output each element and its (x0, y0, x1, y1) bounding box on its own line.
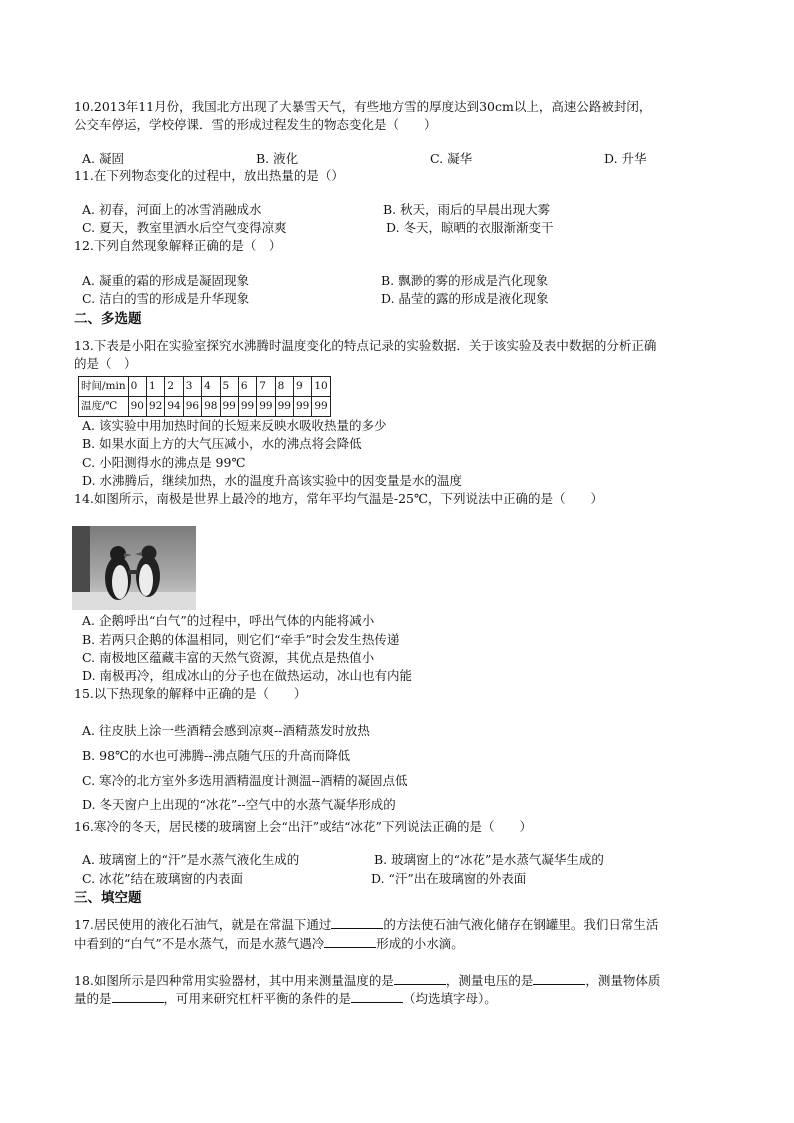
q11-option-d: D. 冬天，晾晒的衣服渐渐变干 (386, 220, 554, 235)
table-cell: 1 (147, 377, 165, 397)
table-cell: 99 (312, 397, 330, 417)
q15-stem: 15.以下热现象的解释中正确的是（ ） (74, 686, 307, 701)
table-row-time (79, 377, 331, 397)
q10-stem-line2: 公交车停运，学校停课．雪的形成过程发生的物态变化是（ ） (74, 117, 437, 132)
table-cell: 90 (128, 397, 146, 417)
boiling-data-table (78, 376, 331, 417)
q14-option-d: D. 南极再冷，组成冰山的分子也在做热运动，冰山也有内能 (82, 668, 413, 683)
q17-line2 (74, 934, 464, 953)
q10-option-b: B. 液化 (256, 151, 299, 166)
table-cell: 0 (128, 377, 146, 397)
q16-option-c: C. 冰花”结在玻璃窗的内表面 (82, 871, 243, 886)
q13-option-d: D. 水沸腾后，继续加热，水的温度升高该实验中的因变量是水的温度 (82, 473, 463, 488)
q18-text-4: 量的是 (74, 991, 112, 1006)
q18-blank-2[interactable] (533, 971, 585, 985)
q12-option-a: A. 凝重的霜的形成是凝固现象 (82, 273, 249, 288)
table-cell: 96 (183, 397, 201, 417)
q16-option-a: A. 玻璃窗上的“汗”是水蒸气液化生成的 (82, 852, 300, 867)
table-cell: 92 (147, 397, 165, 417)
q13-stem-line1: 13.下表是小阳在实验室探究水沸腾时温度变化的特点记录的实验数据．关于该实验及表中数据的分析正确 (74, 338, 657, 353)
table-cell: 99 (220, 397, 238, 417)
penguins-illustration (72, 526, 196, 610)
q18-text-2: ，测量电压的是 (445, 973, 534, 988)
q18-blank-4[interactable] (351, 989, 403, 1003)
table-cell: 99 (238, 397, 256, 417)
q12-option-d: D. 晶莹的露的形成是液化现象 (381, 291, 549, 306)
table-cell: 3 (183, 377, 201, 397)
q12-stem: 12.下列自然现象解释正确的是（ ） (74, 238, 282, 253)
q11-option-c: C. 夏天，教室里洒水后空气变得凉爽 (82, 220, 287, 235)
q18-blank-3[interactable] (112, 989, 164, 1003)
q10-stem-line1: 10.2013年11月份，我国北方出现了大暴雪天气，有些地方雪的厚度达到30cm以上，高速公路被封闭， (74, 99, 652, 114)
q17-text-2: 的方法使石油气液化储存在钢罐里。我们日常生活 (383, 917, 659, 932)
q13-stem-line2: 的是（ ） (74, 356, 137, 371)
table-cell: 98 (202, 397, 220, 417)
q10-option-c: C. 凝华 (430, 151, 473, 166)
q13-option-c: C. 小阳测得水的沸点是 99℃ (82, 455, 246, 470)
q11-stem: 11.在下列物态变化的过程中，放出热量的是（） (74, 168, 344, 183)
table-cell: 7 (257, 377, 275, 397)
q13-option-b: B. 如果水面上方的大气压减小，水的沸点将会降低 (82, 436, 362, 451)
q14-option-a: A. 企鹅呼出“白气”的过程中，呼出气体的内能将减小 (82, 613, 375, 628)
q18-line1 (74, 971, 660, 990)
q18-line2 (74, 989, 497, 1008)
q16-stem: 16.寒冷的冬天，居民楼的玻璃窗上会“出汗”或结“冰花”下列说法正确的是（ ） (74, 819, 532, 834)
q18-text-6: （均选填字母）。 (403, 991, 497, 1006)
table-cell: 2 (165, 377, 183, 397)
table-cell: 5 (220, 377, 238, 397)
table-header-time: 时间/min (79, 377, 129, 397)
q15-option-d: D. 冬天窗户上出现的“冰花”--空气中的水蒸气凝华形成的 (82, 797, 396, 812)
q14-stem: 14.如图所示，南极是世界上最冷的地方，常年平均气温是-25℃，下列说法中正确的是（ ） (74, 491, 603, 506)
q12-option-c: C. 洁白的雪的形成是升华现象 (82, 291, 250, 306)
table-cell: 10 (312, 377, 330, 397)
q17-text-3: 中看到的“白气”不是水蒸气，而是水蒸气遇冷 (74, 936, 325, 951)
section-heading-multi-choice: 二、多选题 (74, 311, 142, 327)
section-heading-fill-blank: 三、填空题 (74, 890, 142, 906)
table-cell: 8 (275, 377, 293, 397)
q17-text-4: 形成的小水滴。 (376, 936, 464, 951)
q11-option-a: A. 初春，河面上的冰雪消融成水 (82, 202, 262, 217)
table-cell: 99 (294, 397, 312, 417)
q15-option-b: B. 98℃的水也可沸腾--沸点随气压的升高而降低 (82, 748, 350, 763)
q18-text-3: ，测量物体质 (585, 973, 661, 988)
table-row-temperature (79, 397, 331, 417)
penguins-photo (72, 526, 196, 610)
q17-line1 (74, 915, 658, 934)
table-cell: 94 (165, 397, 183, 417)
table-header-temperature: 温度/℃ (79, 397, 129, 417)
q18-blank-1[interactable] (394, 971, 446, 985)
q18-text-1: 18.如图所示是四种常用实验器材，其中用来测量温度的是 (74, 973, 394, 988)
q16-option-d: D. “汗”出在玻璃窗的外表面 (371, 871, 527, 886)
q16-option-b: B. 玻璃窗上的“冰花”是水蒸气凝华生成的 (374, 852, 604, 867)
q14-option-b: B. 若两只企鹅的体温相同，则它们“牵手”时会发生热传递 (82, 632, 400, 647)
q17-text-1: 17.居民使用的液化石油气，就是在常温下通过 (74, 917, 332, 932)
table-cell: 4 (202, 377, 220, 397)
q17-blank-1[interactable] (331, 915, 383, 929)
q10-option-d: D. 升华 (604, 151, 647, 166)
q11-option-b: B. 秋天，雨后的早晨出现大雾 (383, 202, 551, 217)
table-cell: 99 (275, 397, 293, 417)
q17-blank-2[interactable] (324, 934, 376, 948)
q15-option-a: A. 往皮肤上涂一些酒精会感到凉爽--酒精蒸发时放热 (82, 723, 370, 738)
table-cell: 6 (238, 377, 256, 397)
q18-text-5: ，可用来研究杠杆平衡的条件的是 (163, 991, 352, 1006)
q10-option-a: A. 凝固 (82, 151, 124, 166)
q12-option-b: B. 飘渺的雾的形成是汽化现象 (381, 273, 549, 288)
table-cell: 9 (294, 377, 312, 397)
q14-option-c: C. 南极地区蕴藏丰富的天然气资源，其优点是热值小 (82, 650, 375, 665)
q13-option-a: A. 该实验中用加热时间的长短来反映水吸收热量的多少 (82, 418, 387, 433)
table-cell: 99 (257, 397, 275, 417)
q15-option-c: C. 寒冷的北方室外多选用酒精温度计测温--酒精的凝固点低 (82, 773, 408, 788)
